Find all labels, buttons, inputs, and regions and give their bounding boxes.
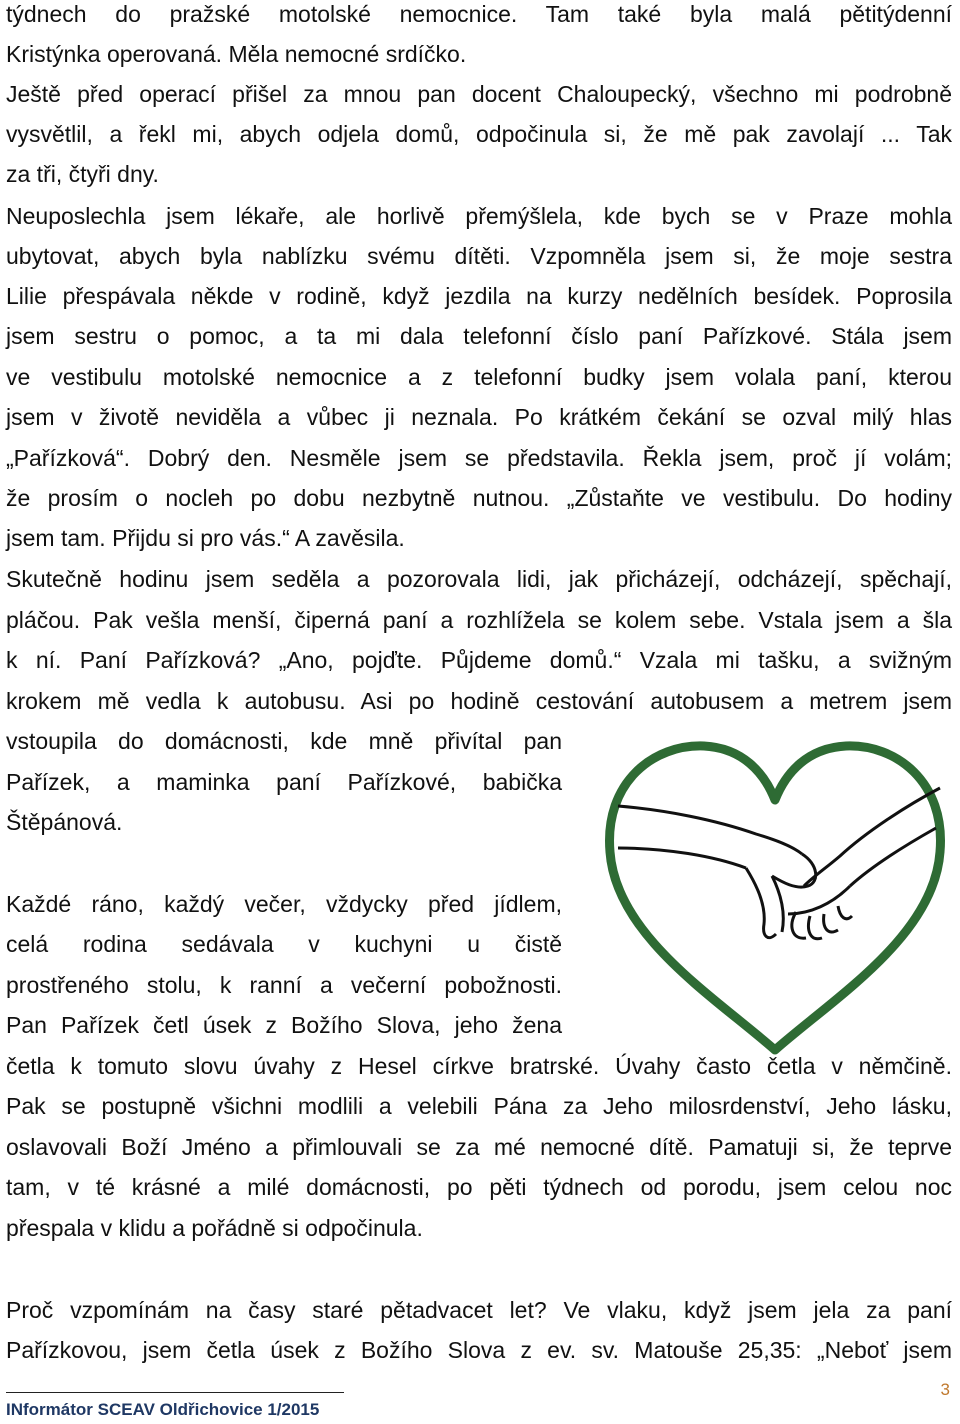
lower-hand xyxy=(838,906,852,919)
page-number: 3 xyxy=(940,1380,950,1399)
heart-hands-icon xyxy=(596,736,954,1058)
text-line: Skutečně hodinu jsem seděla a pozorovala lidi, jak přicházejí, odcházejí, spěchají, xyxy=(6,566,952,592)
lower-hand xyxy=(788,886,850,914)
text-line: četla k tomuto slovu úvahy z Hesel církve bratrské. Úvahy často četla v němčině. xyxy=(6,1053,952,1079)
text-line: jsem v životě neviděla a vůbec ji neznala. Po krátkém čekání se ozval milý hlas xyxy=(6,404,952,430)
text-line: Pařízek, a maminka paní Pařízkové, babička xyxy=(6,769,562,795)
text-line: celá rodina sedávala v kuchyni u čistě xyxy=(6,931,562,957)
text-line: Každé ráno, každý večer, vždycky před jídlem, xyxy=(6,891,562,917)
text-line: Lilie přespávala někde v rodině, když jezdila na kurzy nedělních besídek. Poprosila xyxy=(6,283,952,309)
text-line: vstoupila do domácnosti, kde mně přivítal pan xyxy=(6,728,562,754)
text-line: ve vestibulu motolské nemocnice a z telefonní budky jsem volala paní, kterou xyxy=(6,364,952,390)
heart-outline xyxy=(610,746,941,1050)
text-line: pláčou. Pak vešla menší, čiperná paní a rozhlížela se kolem sebe. Vstala jsem a šla xyxy=(6,607,952,633)
upper-arm-line xyxy=(618,848,746,868)
text-line: tam, v té krásné a milé domácnosti, po pěti týdnech od porodu, jsem celou noc xyxy=(6,1174,952,1200)
footer-publication: INformátor SCEAV Oldřichovice 1/2015 xyxy=(6,1400,320,1419)
text-line: vysvětlil, a řekl mi, abych odjela domů, odpočinula si, že mě pak zavolají ... Tak xyxy=(6,121,952,147)
text-line: že prosím o nocleh po dobu nezbytně nutnou. „Zůstaňte ve vestibulu. Do hodiny xyxy=(6,485,952,511)
heart-hands-illustration xyxy=(596,736,954,1058)
upper-hand xyxy=(772,876,783,932)
lower-hand xyxy=(809,916,823,939)
text-line: prostřeného stolu, k ranní a večerní pobožnosti. xyxy=(6,972,562,998)
text-line: ubytovat, abych byla nablízku svému dítěti. Vzpomněla jsem si, že moje sestra xyxy=(6,243,952,269)
upper-arm-line xyxy=(618,806,802,854)
text-line: jsem sestru o pomoc, a ta mi dala telefonní číslo paní Pařízkové. Stála jsem xyxy=(6,323,952,349)
text-line: k ní. Paní Pařízková? „Ano, pojďte. Půjdeme domů.“ Vzala mi tašku, a svižným xyxy=(6,647,952,673)
text-line: Pařízkovou, jsem četla úsek z Božího Slova z ev. sv. Matouše 25,35: „Neboť jsem xyxy=(6,1337,952,1363)
text-line: přespala v klidu a pořádně si odpočinula. xyxy=(6,1215,423,1241)
text-line: Ještě před operací přišel za mnou pan docent Chaloupecký, všechno mi podrobně xyxy=(6,81,952,107)
text-line: Pak se postupně všichni modlili a velebili Pána za Jeho milosrdenství, Jeho lásku, xyxy=(6,1093,952,1119)
text-line: týdnech do pražské motolské nemocnice. Tam také byla malá pětitýdenní xyxy=(6,1,952,27)
text-line: za tři, čtyři dny. xyxy=(6,161,159,187)
text-line: jsem tam. Přijdu si pro vás.“ A zavěsila. xyxy=(6,525,405,551)
text-line: krokem mě vedla k autobusu. Asi po hodině cestování autobusem a metrem jsem xyxy=(6,688,952,714)
text-line: Kristýnka operovaná. Měla nemocné srdíčko. xyxy=(6,41,467,67)
text-line: Pan Pařízek četl úsek z Božího Slova, jeho žena xyxy=(6,1012,562,1038)
lower-hand xyxy=(824,914,838,932)
footer-divider xyxy=(6,1392,344,1393)
text-line: „Pařízková“. Dobrý den. Nesměle jsem se představila. Řekla jsem, proč jí volám; xyxy=(6,445,952,471)
text-line: Proč vzpomínám na časy staré pětadvacet let? Ve vlaku, když jsem jela za paní xyxy=(6,1297,952,1323)
lower-hand xyxy=(792,912,806,938)
text-line: Neuposlechla jsem lékaře, ale horlivě přemýšlela, kde bych se v Praze mohla xyxy=(6,203,952,229)
text-line: oslavovali Boží Jméno a přimlouvali se za mé nemocné dítě. Pamatuji si, že teprve xyxy=(6,1134,952,1160)
text-line: Štěpánová. xyxy=(6,809,123,835)
upper-hand xyxy=(746,868,776,938)
